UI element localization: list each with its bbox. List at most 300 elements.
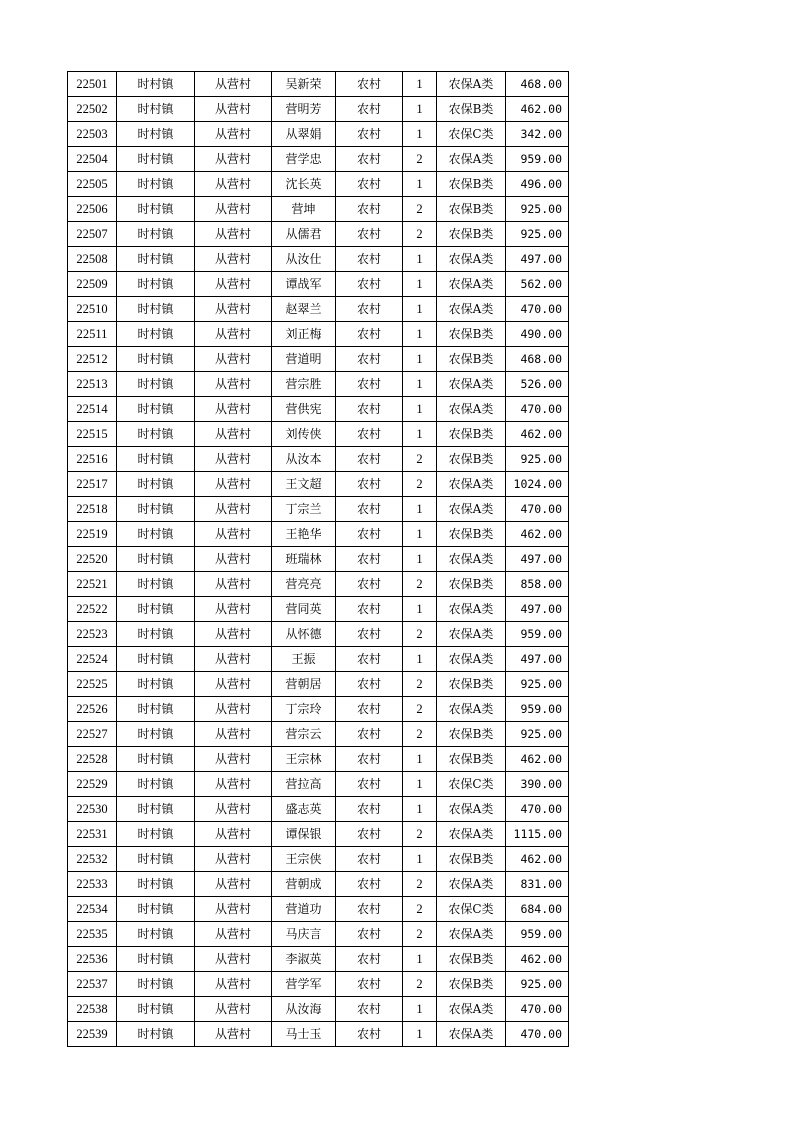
- member-count-cell: 2: [403, 672, 437, 697]
- person-name-cell: 从儒君: [272, 222, 336, 247]
- person-name-cell: 从汝本: [272, 447, 336, 472]
- household-type-cell: 农村: [336, 322, 403, 347]
- amount-cell: 470.00: [506, 497, 569, 522]
- table-row: [68, 947, 569, 972]
- town-name-cell: 时村镇: [117, 272, 195, 297]
- town-name-cell: 时村镇: [117, 222, 195, 247]
- record-id-cell: 22515: [68, 422, 117, 447]
- record-id-cell: 22514: [68, 397, 117, 422]
- table-row: [68, 622, 569, 647]
- household-type-cell: 农村: [336, 722, 403, 747]
- household-type-cell: 农村: [336, 372, 403, 397]
- table-row: [68, 897, 569, 922]
- town-name-cell: 时村镇: [117, 597, 195, 622]
- village-name-cell: 从营村: [195, 772, 272, 797]
- member-count-cell: 1: [403, 122, 437, 147]
- household-type-cell: 农村: [336, 897, 403, 922]
- household-type-cell: 农村: [336, 522, 403, 547]
- amount-cell: 470.00: [506, 797, 569, 822]
- insurance-category-cell: 农保B类: [437, 747, 506, 772]
- table-row: [68, 997, 569, 1022]
- insurance-category-cell: 农保A类: [437, 647, 506, 672]
- household-type-cell: 农村: [336, 247, 403, 272]
- table-row: [68, 547, 569, 572]
- record-id-cell: 22502: [68, 97, 117, 122]
- amount-cell: 925.00: [506, 722, 569, 747]
- record-id-cell: 22538: [68, 997, 117, 1022]
- household-type-cell: 农村: [336, 622, 403, 647]
- table-row: [68, 1022, 569, 1047]
- amount-cell: 925.00: [506, 197, 569, 222]
- record-id-cell: 22511: [68, 322, 117, 347]
- village-name-cell: 从营村: [195, 822, 272, 847]
- insurance-category-cell: 农保C类: [437, 772, 506, 797]
- town-name-cell: 时村镇: [117, 1022, 195, 1047]
- insurance-category-cell: 农保A类: [437, 622, 506, 647]
- record-id-cell: 22536: [68, 947, 117, 972]
- record-id-cell: 22524: [68, 647, 117, 672]
- person-name-cell: 吴新荣: [272, 72, 336, 97]
- household-type-cell: 农村: [336, 147, 403, 172]
- person-name-cell: 营拉高: [272, 772, 336, 797]
- insurance-category-cell: 农保A类: [437, 497, 506, 522]
- amount-cell: 526.00: [506, 372, 569, 397]
- person-name-cell: 营学军: [272, 972, 336, 997]
- insurance-category-cell: 农保B类: [437, 972, 506, 997]
- member-count-cell: 2: [403, 972, 437, 997]
- household-type-cell: 农村: [336, 672, 403, 697]
- town-name-cell: 时村镇: [117, 497, 195, 522]
- insurance-category-cell: 农保A类: [437, 72, 506, 97]
- village-name-cell: 从营村: [195, 447, 272, 472]
- person-name-cell: 营宗胜: [272, 372, 336, 397]
- village-name-cell: 从营村: [195, 272, 272, 297]
- household-type-cell: 农村: [336, 72, 403, 97]
- amount-cell: 1115.00: [506, 822, 569, 847]
- table-row: [68, 422, 569, 447]
- record-id-cell: 22508: [68, 247, 117, 272]
- person-name-cell: 从汝仕: [272, 247, 336, 272]
- person-name-cell: 王宗林: [272, 747, 336, 772]
- household-type-cell: 农村: [336, 497, 403, 522]
- member-count-cell: 2: [403, 222, 437, 247]
- member-count-cell: 2: [403, 622, 437, 647]
- household-type-cell: 农村: [336, 422, 403, 447]
- person-name-cell: 丁宗玲: [272, 697, 336, 722]
- table-row: [68, 572, 569, 597]
- table-row: [68, 447, 569, 472]
- town-name-cell: 时村镇: [117, 572, 195, 597]
- person-name-cell: 营朝居: [272, 672, 336, 697]
- amount-cell: 959.00: [506, 147, 569, 172]
- town-name-cell: 时村镇: [117, 522, 195, 547]
- record-id-cell: 22522: [68, 597, 117, 622]
- table-row: [68, 322, 569, 347]
- table-row: [68, 472, 569, 497]
- record-id-cell: 22520: [68, 547, 117, 572]
- village-name-cell: 从营村: [195, 947, 272, 972]
- records-body: [68, 72, 569, 1047]
- amount-cell: 684.00: [506, 897, 569, 922]
- household-type-cell: 农村: [336, 747, 403, 772]
- record-id-cell: 22526: [68, 697, 117, 722]
- record-id-cell: 22528: [68, 747, 117, 772]
- person-name-cell: 刘传侠: [272, 422, 336, 447]
- record-id-cell: 22517: [68, 472, 117, 497]
- member-count-cell: 2: [403, 572, 437, 597]
- village-name-cell: 从营村: [195, 1022, 272, 1047]
- amount-cell: 497.00: [506, 547, 569, 572]
- table-row: [68, 247, 569, 272]
- household-type-cell: 农村: [336, 997, 403, 1022]
- member-count-cell: 2: [403, 872, 437, 897]
- amount-cell: 462.00: [506, 847, 569, 872]
- town-name-cell: 时村镇: [117, 772, 195, 797]
- person-name-cell: 营道明: [272, 347, 336, 372]
- insurance-category-cell: 农保A类: [437, 372, 506, 397]
- village-name-cell: 从营村: [195, 247, 272, 272]
- household-type-cell: 农村: [336, 197, 403, 222]
- town-name-cell: 时村镇: [117, 97, 195, 122]
- member-count-cell: 2: [403, 447, 437, 472]
- household-type-cell: 农村: [336, 172, 403, 197]
- table-row: [68, 797, 569, 822]
- table-row: [68, 522, 569, 547]
- table-row: [68, 847, 569, 872]
- village-name-cell: 从营村: [195, 422, 272, 447]
- amount-cell: 959.00: [506, 622, 569, 647]
- amount-cell: 925.00: [506, 672, 569, 697]
- table-row: [68, 147, 569, 172]
- insurance-category-cell: 农保B类: [437, 522, 506, 547]
- town-name-cell: 时村镇: [117, 247, 195, 272]
- record-id-cell: 22532: [68, 847, 117, 872]
- insurance-category-cell: 农保C类: [437, 122, 506, 147]
- amount-cell: 470.00: [506, 1022, 569, 1047]
- insurance-category-cell: 农保B类: [437, 97, 506, 122]
- village-name-cell: 从营村: [195, 972, 272, 997]
- amount-cell: 468.00: [506, 347, 569, 372]
- member-count-cell: 1: [403, 797, 437, 822]
- town-name-cell: 时村镇: [117, 722, 195, 747]
- member-count-cell: 2: [403, 822, 437, 847]
- member-count-cell: 2: [403, 722, 437, 747]
- person-name-cell: 从汝海: [272, 997, 336, 1022]
- household-type-cell: 农村: [336, 572, 403, 597]
- member-count-cell: 2: [403, 697, 437, 722]
- village-name-cell: 从营村: [195, 147, 272, 172]
- table-row: [68, 747, 569, 772]
- person-name-cell: 营坤: [272, 197, 336, 222]
- town-name-cell: 时村镇: [117, 822, 195, 847]
- village-name-cell: 从营村: [195, 622, 272, 647]
- insurance-category-cell: 农保A类: [437, 597, 506, 622]
- village-name-cell: 从营村: [195, 372, 272, 397]
- household-type-cell: 农村: [336, 472, 403, 497]
- amount-cell: 1024.00: [506, 472, 569, 497]
- town-name-cell: 时村镇: [117, 372, 195, 397]
- table-row: [68, 97, 569, 122]
- insurance-category-cell: 农保A类: [437, 872, 506, 897]
- insurance-category-cell: 农保A类: [437, 547, 506, 572]
- record-id-cell: 22512: [68, 347, 117, 372]
- household-type-cell: 农村: [336, 97, 403, 122]
- insurance-category-cell: 农保A类: [437, 697, 506, 722]
- member-count-cell: 1: [403, 997, 437, 1022]
- village-name-cell: 从营村: [195, 297, 272, 322]
- town-name-cell: 时村镇: [117, 72, 195, 97]
- town-name-cell: 时村镇: [117, 997, 195, 1022]
- amount-cell: 858.00: [506, 572, 569, 597]
- table-row: [68, 647, 569, 672]
- record-id-cell: 22506: [68, 197, 117, 222]
- person-name-cell: 赵翠兰: [272, 297, 336, 322]
- member-count-cell: 2: [403, 197, 437, 222]
- record-id-cell: 22537: [68, 972, 117, 997]
- person-name-cell: 王艳华: [272, 522, 336, 547]
- insurance-category-cell: 农保A类: [437, 1022, 506, 1047]
- table-row: [68, 172, 569, 197]
- village-name-cell: 从营村: [195, 122, 272, 147]
- table-row: [68, 597, 569, 622]
- village-name-cell: 从营村: [195, 97, 272, 122]
- town-name-cell: 时村镇: [117, 347, 195, 372]
- insurance-category-cell: 农保B类: [437, 222, 506, 247]
- person-name-cell: 营朝成: [272, 872, 336, 897]
- table-row: [68, 122, 569, 147]
- insurance-category-cell: 农保A类: [437, 997, 506, 1022]
- insurance-category-cell: 农保A类: [437, 297, 506, 322]
- household-type-cell: 农村: [336, 647, 403, 672]
- table-row: [68, 222, 569, 247]
- table-row: [68, 822, 569, 847]
- town-name-cell: 时村镇: [117, 422, 195, 447]
- member-count-cell: 1: [403, 597, 437, 622]
- town-name-cell: 时村镇: [117, 322, 195, 347]
- record-id-cell: 22519: [68, 522, 117, 547]
- table-row: [68, 272, 569, 297]
- amount-cell: 925.00: [506, 447, 569, 472]
- table-row: [68, 672, 569, 697]
- household-type-cell: 农村: [336, 222, 403, 247]
- member-count-cell: 1: [403, 347, 437, 372]
- person-name-cell: 营学忠: [272, 147, 336, 172]
- town-name-cell: 时村镇: [117, 197, 195, 222]
- person-name-cell: 刘正梅: [272, 322, 336, 347]
- record-id-cell: 22501: [68, 72, 117, 97]
- insurance-category-cell: 农保B类: [437, 322, 506, 347]
- record-id-cell: 22513: [68, 372, 117, 397]
- insurance-category-cell: 农保A类: [437, 922, 506, 947]
- record-id-cell: 22529: [68, 772, 117, 797]
- member-count-cell: 1: [403, 372, 437, 397]
- town-name-cell: 时村镇: [117, 797, 195, 822]
- member-count-cell: 1: [403, 322, 437, 347]
- village-name-cell: 从营村: [195, 497, 272, 522]
- insurance-category-cell: 农保A类: [437, 472, 506, 497]
- records-table: [67, 71, 569, 1047]
- household-type-cell: 农村: [336, 447, 403, 472]
- insurance-category-cell: 农保B类: [437, 947, 506, 972]
- amount-cell: 462.00: [506, 522, 569, 547]
- amount-cell: 462.00: [506, 97, 569, 122]
- amount-cell: 462.00: [506, 747, 569, 772]
- record-id-cell: 22535: [68, 922, 117, 947]
- member-count-cell: 2: [403, 897, 437, 922]
- household-type-cell: 农村: [336, 972, 403, 997]
- record-id-cell: 22518: [68, 497, 117, 522]
- village-name-cell: 从营村: [195, 572, 272, 597]
- insurance-category-cell: 农保A类: [437, 822, 506, 847]
- person-name-cell: 营供宪: [272, 397, 336, 422]
- village-name-cell: 从营村: [195, 722, 272, 747]
- village-name-cell: 从营村: [195, 522, 272, 547]
- person-name-cell: 马士玉: [272, 1022, 336, 1047]
- insurance-category-cell: 农保C类: [437, 897, 506, 922]
- person-name-cell: 谭战军: [272, 272, 336, 297]
- insurance-category-cell: 农保A类: [437, 147, 506, 172]
- record-id-cell: 22530: [68, 797, 117, 822]
- amount-cell: 342.00: [506, 122, 569, 147]
- record-id-cell: 22510: [68, 297, 117, 322]
- member-count-cell: 1: [403, 647, 437, 672]
- insurance-category-cell: 农保B类: [437, 447, 506, 472]
- table-row: [68, 397, 569, 422]
- household-type-cell: 农村: [336, 822, 403, 847]
- town-name-cell: 时村镇: [117, 397, 195, 422]
- town-name-cell: 时村镇: [117, 147, 195, 172]
- table-row: [68, 72, 569, 97]
- insurance-category-cell: 农保B类: [437, 572, 506, 597]
- member-count-cell: 1: [403, 297, 437, 322]
- village-name-cell: 从营村: [195, 472, 272, 497]
- member-count-cell: 1: [403, 172, 437, 197]
- record-id-cell: 22521: [68, 572, 117, 597]
- household-type-cell: 农村: [336, 272, 403, 297]
- village-name-cell: 从营村: [195, 997, 272, 1022]
- member-count-cell: 1: [403, 497, 437, 522]
- person-name-cell: 马庆言: [272, 922, 336, 947]
- amount-cell: 470.00: [506, 297, 569, 322]
- amount-cell: 470.00: [506, 997, 569, 1022]
- insurance-category-cell: 农保B类: [437, 422, 506, 447]
- table-row: [68, 347, 569, 372]
- table-row: [68, 497, 569, 522]
- village-name-cell: 从营村: [195, 397, 272, 422]
- household-type-cell: 农村: [336, 397, 403, 422]
- member-count-cell: 1: [403, 247, 437, 272]
- amount-cell: 925.00: [506, 972, 569, 997]
- amount-cell: 468.00: [506, 72, 569, 97]
- insurance-category-cell: 农保A类: [437, 397, 506, 422]
- amount-cell: 462.00: [506, 422, 569, 447]
- town-name-cell: 时村镇: [117, 622, 195, 647]
- town-name-cell: 时村镇: [117, 297, 195, 322]
- person-name-cell: 从翠娟: [272, 122, 336, 147]
- amount-cell: 497.00: [506, 647, 569, 672]
- insurance-category-cell: 农保B类: [437, 847, 506, 872]
- record-id-cell: 22531: [68, 822, 117, 847]
- household-type-cell: 农村: [336, 922, 403, 947]
- household-type-cell: 农村: [336, 947, 403, 972]
- person-name-cell: 营道功: [272, 897, 336, 922]
- village-name-cell: 从营村: [195, 747, 272, 772]
- town-name-cell: 时村镇: [117, 547, 195, 572]
- village-name-cell: 从营村: [195, 322, 272, 347]
- person-name-cell: 王振: [272, 647, 336, 672]
- village-name-cell: 从营村: [195, 897, 272, 922]
- table-row: [68, 197, 569, 222]
- village-name-cell: 从营村: [195, 872, 272, 897]
- member-count-cell: 2: [403, 922, 437, 947]
- person-name-cell: 班瑞林: [272, 547, 336, 572]
- person-name-cell: 丁宗兰: [272, 497, 336, 522]
- village-name-cell: 从营村: [195, 697, 272, 722]
- record-id-cell: 22503: [68, 122, 117, 147]
- household-type-cell: 农村: [336, 547, 403, 572]
- amount-cell: 496.00: [506, 172, 569, 197]
- member-count-cell: 1: [403, 747, 437, 772]
- record-id-cell: 22507: [68, 222, 117, 247]
- record-id-cell: 22505: [68, 172, 117, 197]
- insurance-category-cell: 农保A类: [437, 797, 506, 822]
- insurance-category-cell: 农保B类: [437, 672, 506, 697]
- amount-cell: 831.00: [506, 872, 569, 897]
- household-type-cell: 农村: [336, 597, 403, 622]
- member-count-cell: 1: [403, 772, 437, 797]
- household-type-cell: 农村: [336, 122, 403, 147]
- household-type-cell: 农村: [336, 872, 403, 897]
- member-count-cell: 2: [403, 147, 437, 172]
- amount-cell: 390.00: [506, 772, 569, 797]
- person-name-cell: 王宗侠: [272, 847, 336, 872]
- household-type-cell: 农村: [336, 347, 403, 372]
- member-count-cell: 1: [403, 272, 437, 297]
- village-name-cell: 从营村: [195, 197, 272, 222]
- person-name-cell: 沈长英: [272, 172, 336, 197]
- town-name-cell: 时村镇: [117, 697, 195, 722]
- member-count-cell: 1: [403, 1022, 437, 1047]
- record-id-cell: 22534: [68, 897, 117, 922]
- town-name-cell: 时村镇: [117, 872, 195, 897]
- village-name-cell: 从营村: [195, 222, 272, 247]
- village-name-cell: 从营村: [195, 797, 272, 822]
- table-row: [68, 722, 569, 747]
- member-count-cell: 1: [403, 947, 437, 972]
- amount-cell: 925.00: [506, 222, 569, 247]
- household-type-cell: 农村: [336, 697, 403, 722]
- town-name-cell: 时村镇: [117, 747, 195, 772]
- member-count-cell: 2: [403, 472, 437, 497]
- person-name-cell: 营宗云: [272, 722, 336, 747]
- household-type-cell: 农村: [336, 797, 403, 822]
- amount-cell: 959.00: [506, 697, 569, 722]
- amount-cell: 470.00: [506, 397, 569, 422]
- member-count-cell: 1: [403, 422, 437, 447]
- table-row: [68, 872, 569, 897]
- village-name-cell: 从营村: [195, 347, 272, 372]
- household-type-cell: 农村: [336, 847, 403, 872]
- person-name-cell: 营同英: [272, 597, 336, 622]
- amount-cell: 490.00: [506, 322, 569, 347]
- person-name-cell: 李淑英: [272, 947, 336, 972]
- insurance-category-cell: 农保B类: [437, 347, 506, 372]
- town-name-cell: 时村镇: [117, 447, 195, 472]
- town-name-cell: 时村镇: [117, 972, 195, 997]
- record-id-cell: 22509: [68, 272, 117, 297]
- village-name-cell: 从营村: [195, 922, 272, 947]
- record-id-cell: 22523: [68, 622, 117, 647]
